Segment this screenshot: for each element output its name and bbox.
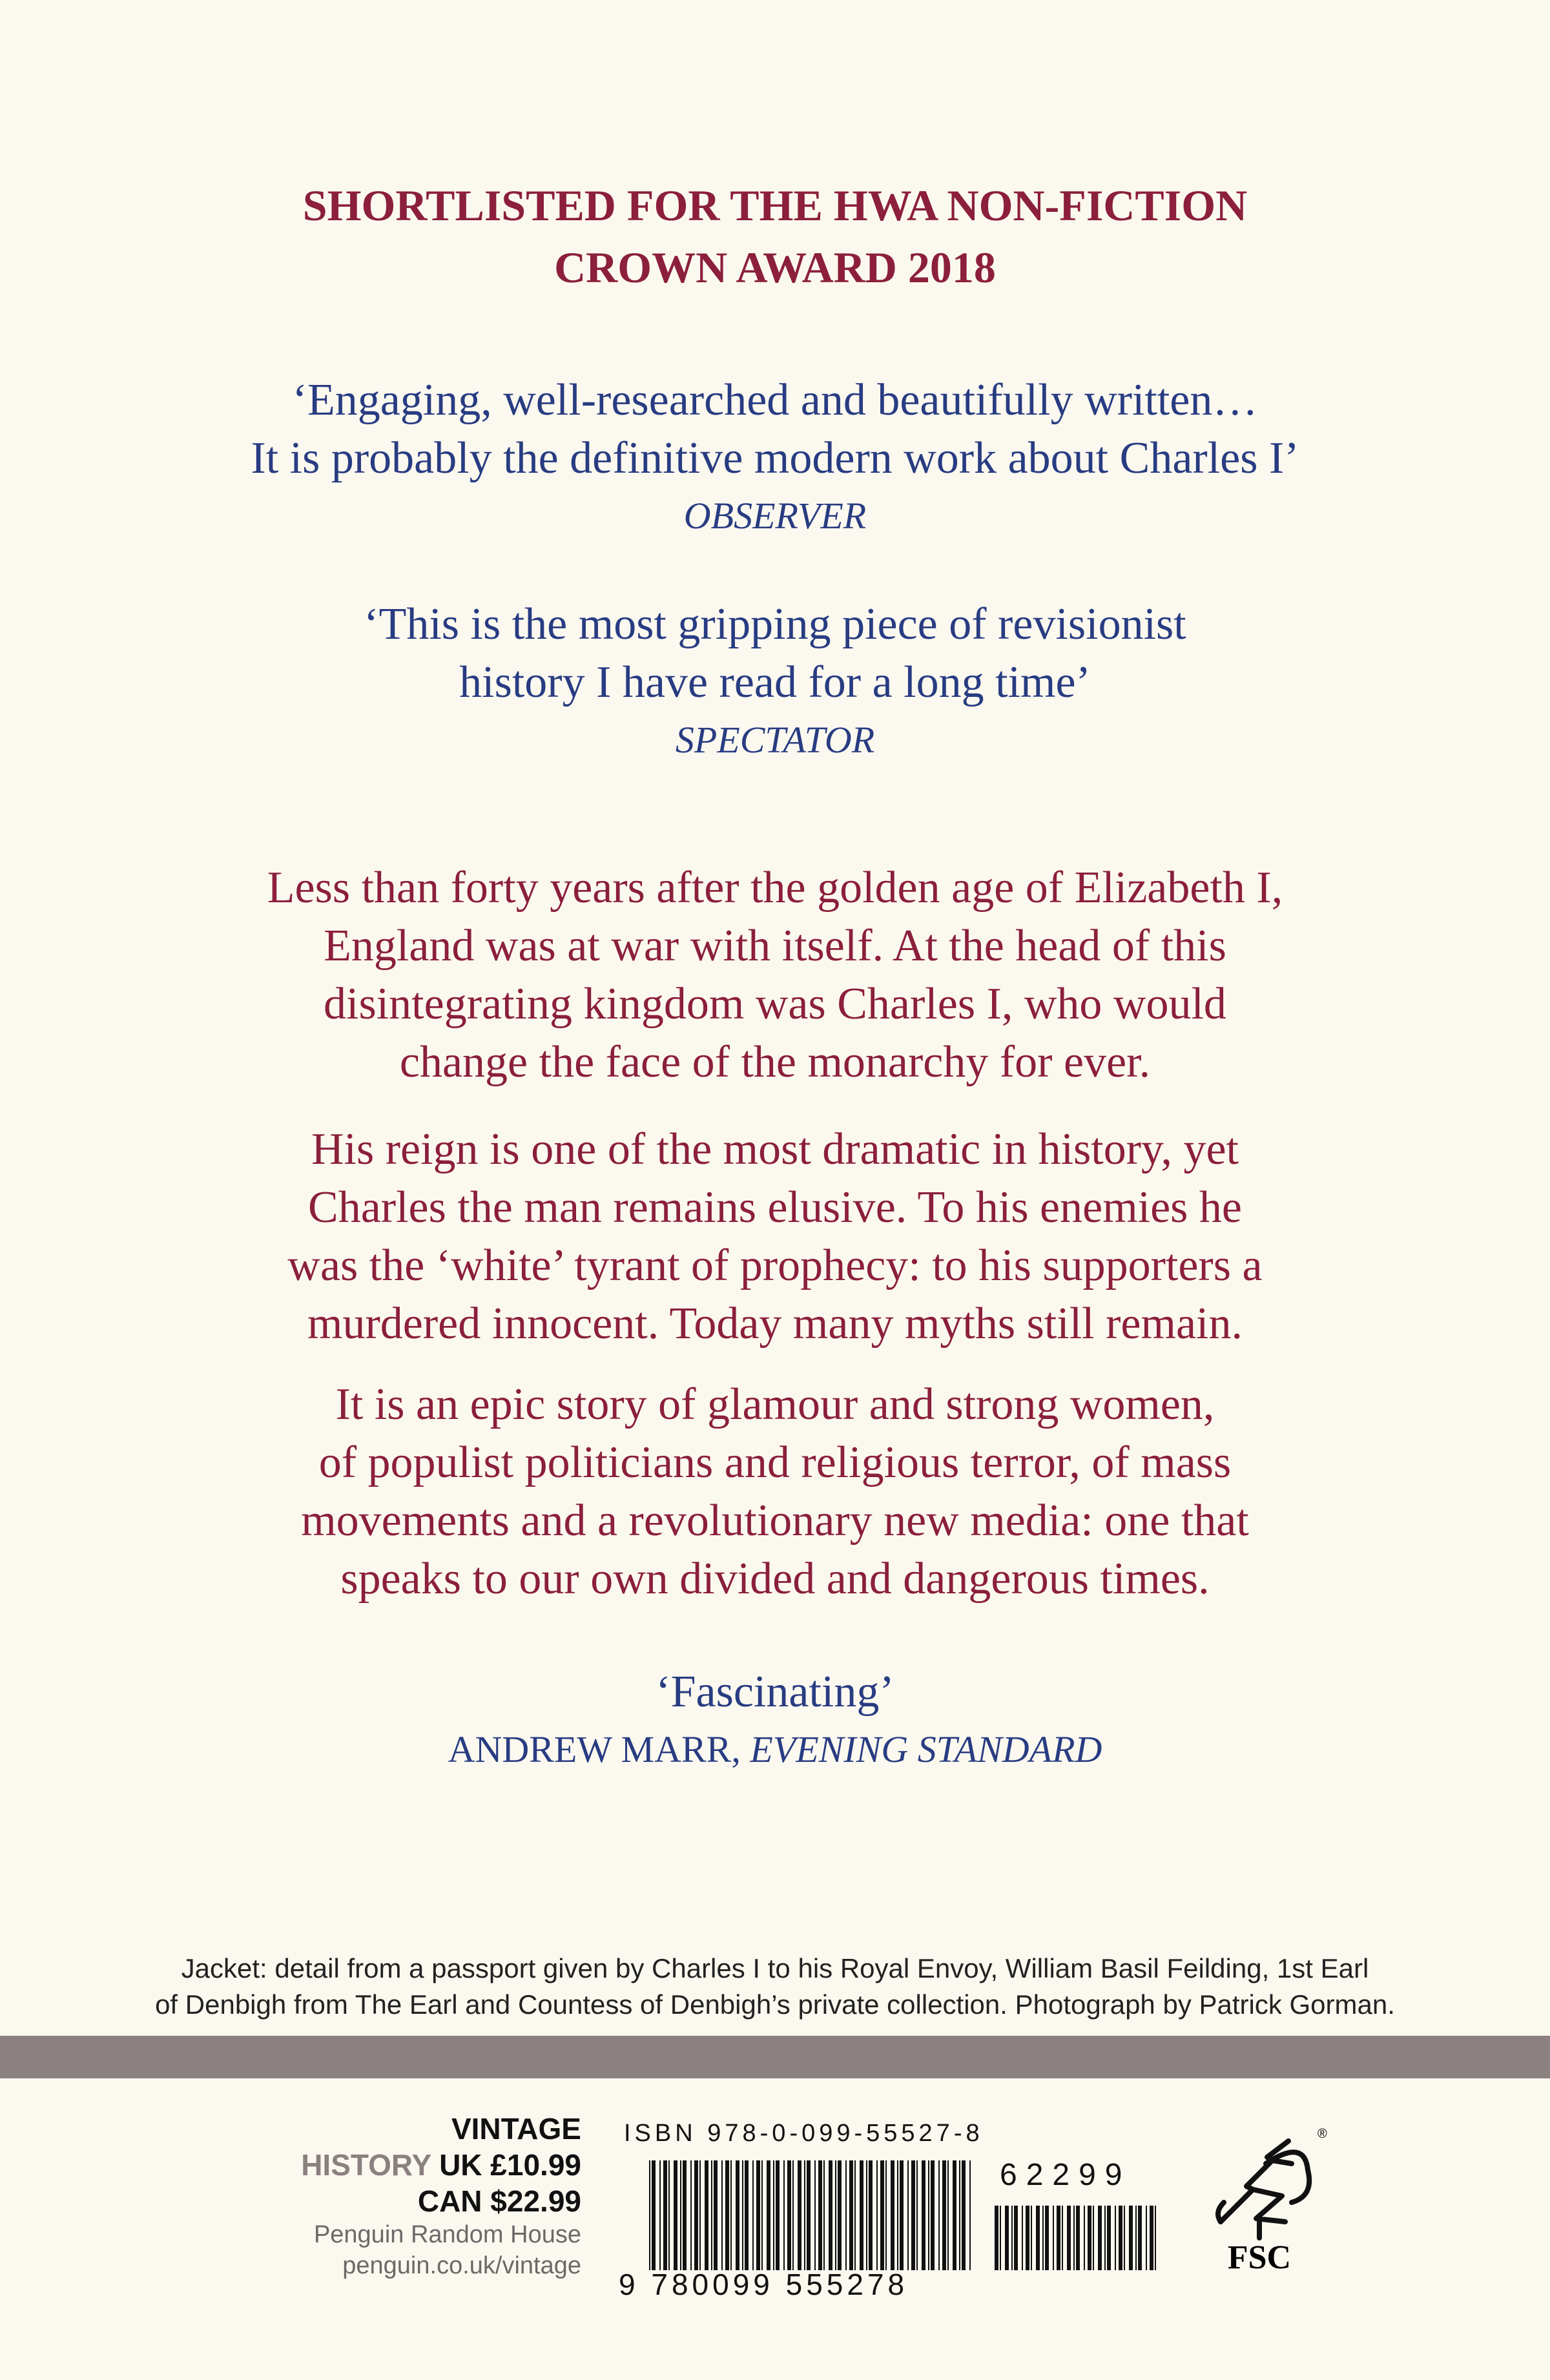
barcode-bar [807, 2160, 811, 2270]
blurb-paragraph-1 [0, 859, 1550, 1092]
quote-text: ‘Fascinating’ [656, 1667, 894, 1717]
barcode-bar [829, 2160, 832, 2270]
quote-author: ANDREW MARR, [448, 1728, 741, 1770]
barcode-bar [947, 2160, 949, 2270]
review-quote-evening-standard [0, 1663, 1550, 1778]
barcode-bar [866, 2160, 867, 2270]
barcode-bar [1014, 2206, 1018, 2270]
barcode-bar [928, 2160, 929, 2270]
barcode-bar [1000, 2206, 1001, 2270]
barcode-bar [818, 2160, 822, 2270]
credit-line: of Denbigh from The Earl and Countess of Denbigh’s private collection. Photograph by Patrick Gorman. [155, 1989, 1395, 2020]
barcode-bar [783, 2160, 785, 2270]
barcode-bar [1155, 2206, 1156, 2270]
barcode-bar [1150, 2206, 1153, 2270]
barcode-bar [907, 2160, 909, 2270]
barcode-bar [649, 2160, 650, 2270]
registered-mark: ® [1318, 2127, 1327, 2141]
barcode-bar [959, 2160, 960, 2270]
isbn-label: ISBN 978-0-099-55527-8 [624, 2120, 984, 2147]
barcode-bar [668, 2160, 670, 2270]
barcode-bar [659, 2160, 661, 2270]
barcode-bar [1129, 2206, 1133, 2270]
barcode-bar [792, 2160, 794, 2270]
publisher-url: penguin.co.uk/vintage [342, 2252, 581, 2279]
barcode-bar [773, 2160, 774, 2270]
blurb-line: Less than forty years after the golden age of Elizabeth I, [267, 863, 1283, 913]
barcode-bar [730, 2160, 732, 2270]
category-price [232, 2147, 581, 2183]
price-can: CAN $22.99 [417, 2184, 581, 2218]
barcode-bar [752, 2160, 754, 2270]
barcode-bar [1053, 2206, 1054, 2270]
barcode-bar [767, 2160, 770, 2270]
award-heading [0, 174, 1550, 298]
barcode-bar [714, 2160, 718, 2270]
barcode-supplement [995, 2206, 1156, 2270]
barcode-bar [787, 2160, 791, 2270]
barcode-bar [916, 2160, 918, 2270]
blurb-line: movements and a revolutionary new media: one that [301, 1496, 1249, 1546]
barcode-bar [674, 2160, 677, 2270]
barcode-bar [776, 2160, 780, 2270]
barcode-bar [1042, 2206, 1044, 2270]
barcode-bar [1062, 2206, 1063, 2270]
quote-attribution [0, 1721, 1550, 1778]
barcode-bar [969, 2160, 971, 2270]
barcode-digits: 9 780099 555278 [619, 2268, 909, 2301]
credit-line: Jacket: detail from a passport given by Charles I to his Royal Envoy, William Basil Feilding, 1st Earl [181, 1953, 1369, 1983]
barcode-bar [1022, 2206, 1023, 2270]
publisher-house: Penguin Random House [313, 2221, 581, 2248]
barcode-bar [1138, 2206, 1142, 2270]
quote-line: ‘Engaging, well-researched and beautifully written… [292, 375, 1258, 425]
barcode-bar [814, 2160, 816, 2270]
award-line-2: CROWN AWARD 2018 [554, 243, 996, 292]
barcode-bar [876, 2160, 878, 2270]
barcode-bar [1088, 2206, 1091, 2270]
barcode-bar [854, 2160, 856, 2270]
barcode-bar [1011, 2206, 1013, 2270]
barcode-bar [1076, 2206, 1080, 2270]
barcode-bar [663, 2160, 667, 2270]
barcode-bar [885, 2160, 887, 2270]
blurb-line: Charles the man remains elusive. To his enemies he [308, 1183, 1242, 1232]
publisher-block [232, 2111, 581, 2281]
barcode-bar [931, 2160, 935, 2270]
barcode-bar [1146, 2206, 1147, 2270]
barcode-bar [690, 2160, 692, 2270]
blurb-line: of populist politicians and religious terror, of mass [318, 1438, 1232, 1487]
barcode-bar [869, 2160, 873, 2270]
quote-line: ‘This is the most gripping piece of revisionist [364, 599, 1186, 649]
barcode-bar [721, 2160, 723, 2270]
barcode-bar [1031, 2206, 1032, 2270]
barcode-bar [849, 2160, 853, 2270]
barcode-bar [1073, 2206, 1075, 2270]
barcode-bar [1084, 2206, 1085, 2270]
fsc-label: FSC [1227, 2239, 1292, 2276]
barcode-bar [725, 2160, 729, 2270]
barcode-bar [745, 2160, 749, 2270]
barcode-bar [838, 2160, 842, 2270]
barcode-bar [1005, 2206, 1009, 2270]
blurb-paragraph-2 [0, 1121, 1550, 1353]
barcode-bar [962, 2160, 966, 2270]
award-line-1: SHORTLISTED FOR THE HWA NON-FICTION [302, 181, 1248, 230]
blurb-line: disintegrating kingdom was Charles I, who would [324, 979, 1226, 1029]
barcode-bar [880, 2160, 884, 2270]
barcode-bar [694, 2160, 698, 2270]
category: HISTORY [301, 2148, 431, 2182]
barcode-bar [911, 2160, 915, 2270]
barcode-bar [761, 2160, 763, 2270]
barcode-bar [742, 2160, 743, 2270]
review-quote-observer [0, 371, 1550, 544]
barcode-bar [1026, 2206, 1029, 2270]
blurb-line: His reign is one of the most dramatic in history, yet [311, 1124, 1239, 1174]
barcode-bar [1119, 2206, 1122, 2270]
barcode-bar [891, 2160, 894, 2270]
blurb-line: was the ‘white’ tyrant of prophecy: to his supporters a [287, 1241, 1263, 1290]
blurb-line: England was at war with itself. At the head of this [324, 921, 1226, 971]
quote-source: OBSERVER [683, 495, 867, 537]
barcode-bar [804, 2160, 805, 2270]
barcode-bar [705, 2160, 708, 2270]
imprint: VINTAGE [451, 2112, 581, 2146]
barcode-bar [1067, 2206, 1071, 2270]
price-uk: UK £10.99 [439, 2148, 581, 2182]
barcode-bar [1098, 2206, 1102, 2270]
barcode-bar [1093, 2206, 1094, 2270]
quote-line: history I have read for a long time’ [459, 657, 1091, 707]
fsc-tree-logo-icon [1195, 2125, 1327, 2276]
blurb-line: change the face of the monarchy for ever. [399, 1037, 1151, 1087]
barcode-bar [845, 2160, 847, 2270]
barcode-bar [680, 2160, 681, 2270]
barcode-bar [1036, 2206, 1040, 2270]
quote-publication: EVENING STANDARD [750, 1728, 1102, 1770]
barcode-bar [1135, 2206, 1137, 2270]
barcode-bar [699, 2160, 701, 2270]
barcode-bar [1104, 2206, 1106, 2270]
barcode-bar [938, 2160, 940, 2270]
barcode-bar [1057, 2206, 1060, 2270]
barcode-bar [652, 2160, 656, 2270]
barcode-bar [823, 2160, 825, 2270]
blurb-line: murdered innocent. Today many myths still remain. [307, 1299, 1243, 1349]
barcode-bar [1045, 2206, 1049, 2270]
barcode-bar [1115, 2206, 1116, 2270]
barcode-bar [736, 2160, 739, 2270]
barcode-bar [942, 2160, 946, 2270]
divider-band [0, 2036, 1550, 2078]
barcode-bar [900, 2160, 904, 2270]
blurb-paragraph-3 [0, 1376, 1550, 1608]
barcode-bar [897, 2160, 898, 2270]
barcode-bar [1107, 2206, 1111, 2270]
barcode-bar [711, 2160, 712, 2270]
barcode-bar [683, 2160, 687, 2270]
barcode-bar [798, 2160, 801, 2270]
barcode-bar [1124, 2206, 1125, 2270]
quote-line: It is probably the definitive modern work about Charles I’ [251, 433, 1299, 483]
barcode-bar [835, 2160, 836, 2270]
blurb-line: speaks to our own divided and dangerous times. [340, 1554, 1210, 1604]
barcode-bar [922, 2160, 925, 2270]
barcode-bar [756, 2160, 760, 2270]
blurb-line: It is an epic story of glamour and strong women, [335, 1380, 1215, 1429]
barcode-bar [995, 2206, 998, 2270]
barcode-supplement-digits: 62299 [1000, 2158, 1132, 2192]
quote-source: SPECTATOR [675, 719, 875, 761]
barcode-bar [860, 2160, 863, 2270]
review-quote-spectator [0, 595, 1550, 769]
jacket-credit [0, 1951, 1550, 2023]
barcode-bar [953, 2160, 956, 2270]
barcode-main [649, 2160, 972, 2270]
